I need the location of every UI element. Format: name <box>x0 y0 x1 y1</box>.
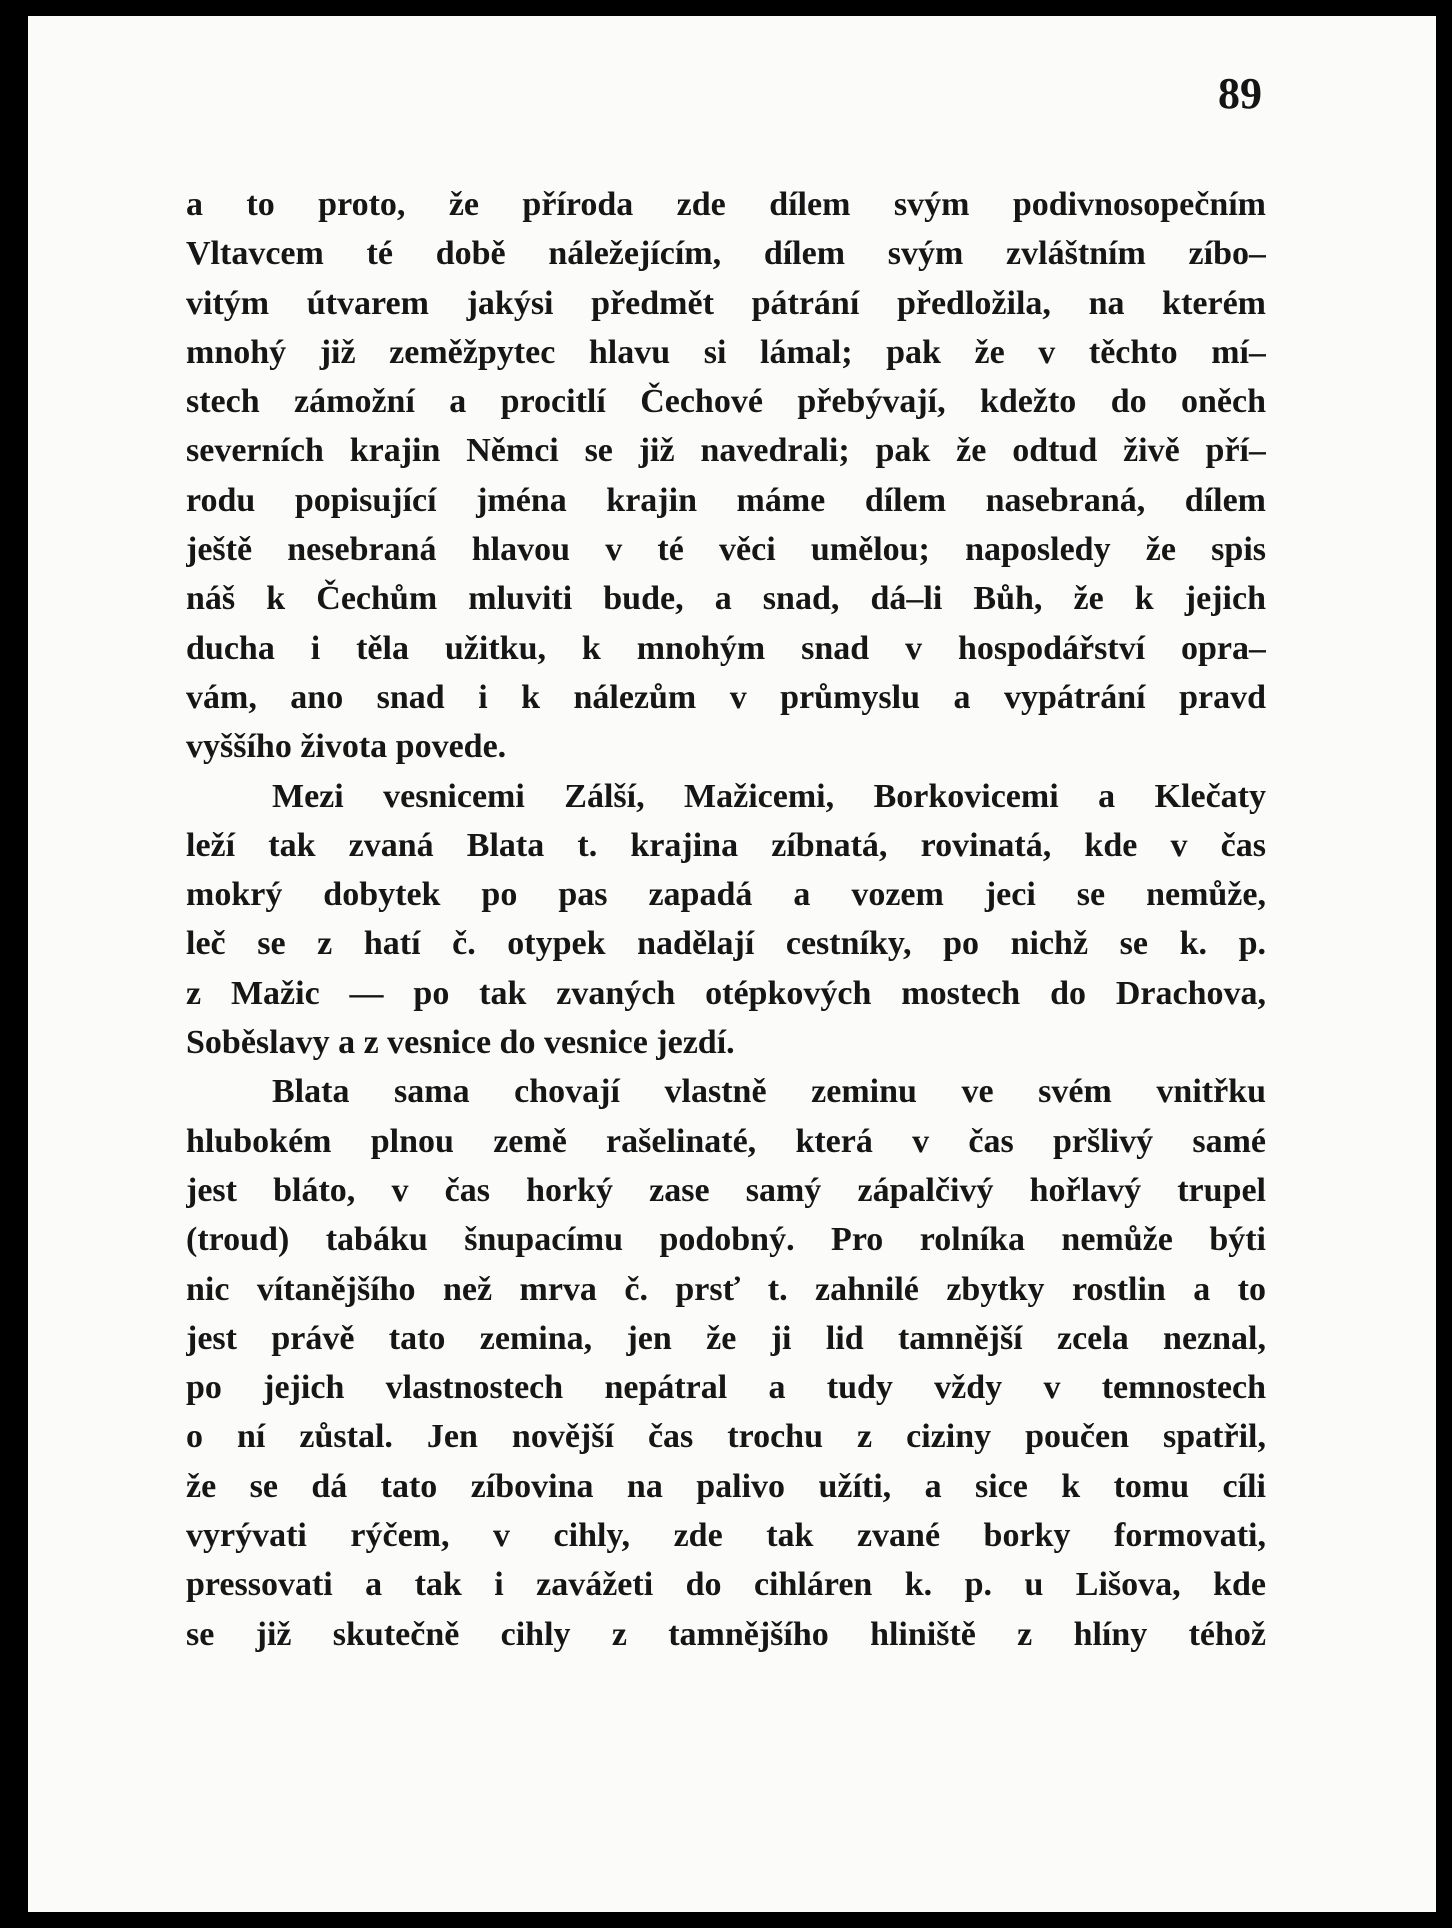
text-line: se již skutečně cihly z tamnějšího hliniště z hlíny téhož <box>186 1615 1266 1653</box>
text-line: Blata sama chovají vlastně zeminu ve svém vnitřku <box>272 1073 1266 1111</box>
text-line: z Mažic — po tak zvaných otépkových mostech do Drachova, <box>186 974 1266 1012</box>
text-line: jest bláto, v čas horký zase samý zápalčivý hořlavý trupel <box>186 1171 1266 1209</box>
text-line: a to proto, že příroda zde dílem svým podivnosopečním <box>186 186 1266 223</box>
page-number: 89 <box>1218 69 1262 118</box>
text-line: ducha i těla užitku, k mnohým snad v hospodářství opra– <box>186 629 1266 667</box>
text-line: vyrývati rýčem, v cihly, zde tak zvané borky formovati, <box>186 1517 1266 1555</box>
text-line: vám, ano snad i k nálezům v průmyslu a vypátrání pravd <box>186 678 1266 716</box>
text-line: Vltavcem té době náležejícím, dílem svým zvláštním zíbo– <box>186 235 1266 273</box>
text-line: pressovati a tak i zavážeti do cihláren k. p. u Lišova, kde <box>186 1566 1266 1604</box>
text-line: mokrý dobytek po pas zapadá a vozem jeci se nemůže, <box>186 876 1266 914</box>
text-line: po jejich vlastnostech nepátral a tudy vždy v temnostech <box>186 1369 1266 1407</box>
body-text <box>186 180 1266 1659</box>
text-line: jest právě tato zemina, jen že ji lid tamnější zcela neznal, <box>186 1319 1266 1357</box>
text-line: vyššího života povede. <box>186 728 507 766</box>
text-line: vitým útvarem jakýsi předmět pátrání předložila, na kterém <box>186 284 1266 322</box>
text-line: o ní zůstal. Jen novější čas trochu z ciziny poučen spatřil, <box>186 1418 1266 1456</box>
text-line: ještě nesebraná hlavou v té věci umělou; naposledy že spis <box>186 531 1266 569</box>
text-line: leží tak zvaná Blata t. krajina zíbnatá, rovinatá, kde v čas <box>186 826 1266 864</box>
text-line: stech zámožní a procitlí Čechové přebývají, kdežto do oněch <box>186 383 1266 421</box>
text-line: že se dá tato zíbovina na palivo užíti, a sice k tomu cíli <box>186 1467 1266 1505</box>
text-line: hlubokém plnou země rašelinaté, která v čas pršlivý samé <box>186 1122 1266 1160</box>
text-line: (troud) tabáku šnupacímu podobný. Pro rolníka nemůže býti <box>186 1221 1266 1259</box>
text-line: Soběslavy a z vesnice do vesnice jezdí. <box>186 1024 735 1062</box>
text-line: severních krajin Němci se již navedrali; pak že odtud živě pří– <box>186 432 1266 470</box>
text-line: rodu popisující jména krajin máme dílem nasebraná, dílem <box>186 481 1266 519</box>
text-line: Mezi vesnicemi Zálší, Mažicemi, Borkovicemi a Klečaty <box>272 777 1266 815</box>
text-line: mnohý již zeměžpytec hlavu si lámal; pak že v těchto mí– <box>186 333 1266 371</box>
text-line: náš k Čechům mluviti bude, a snad, dá–li Bůh, že k jejich <box>186 580 1266 618</box>
book-page <box>28 16 1436 1912</box>
text-line: leč se z hatí č. otypek nadělají cestníky, po nichž se k. p. <box>186 925 1266 963</box>
text-line: nic vítanějšího než mrva č. prsť t. zahnilé zbytky rostlin a to <box>186 1270 1266 1308</box>
